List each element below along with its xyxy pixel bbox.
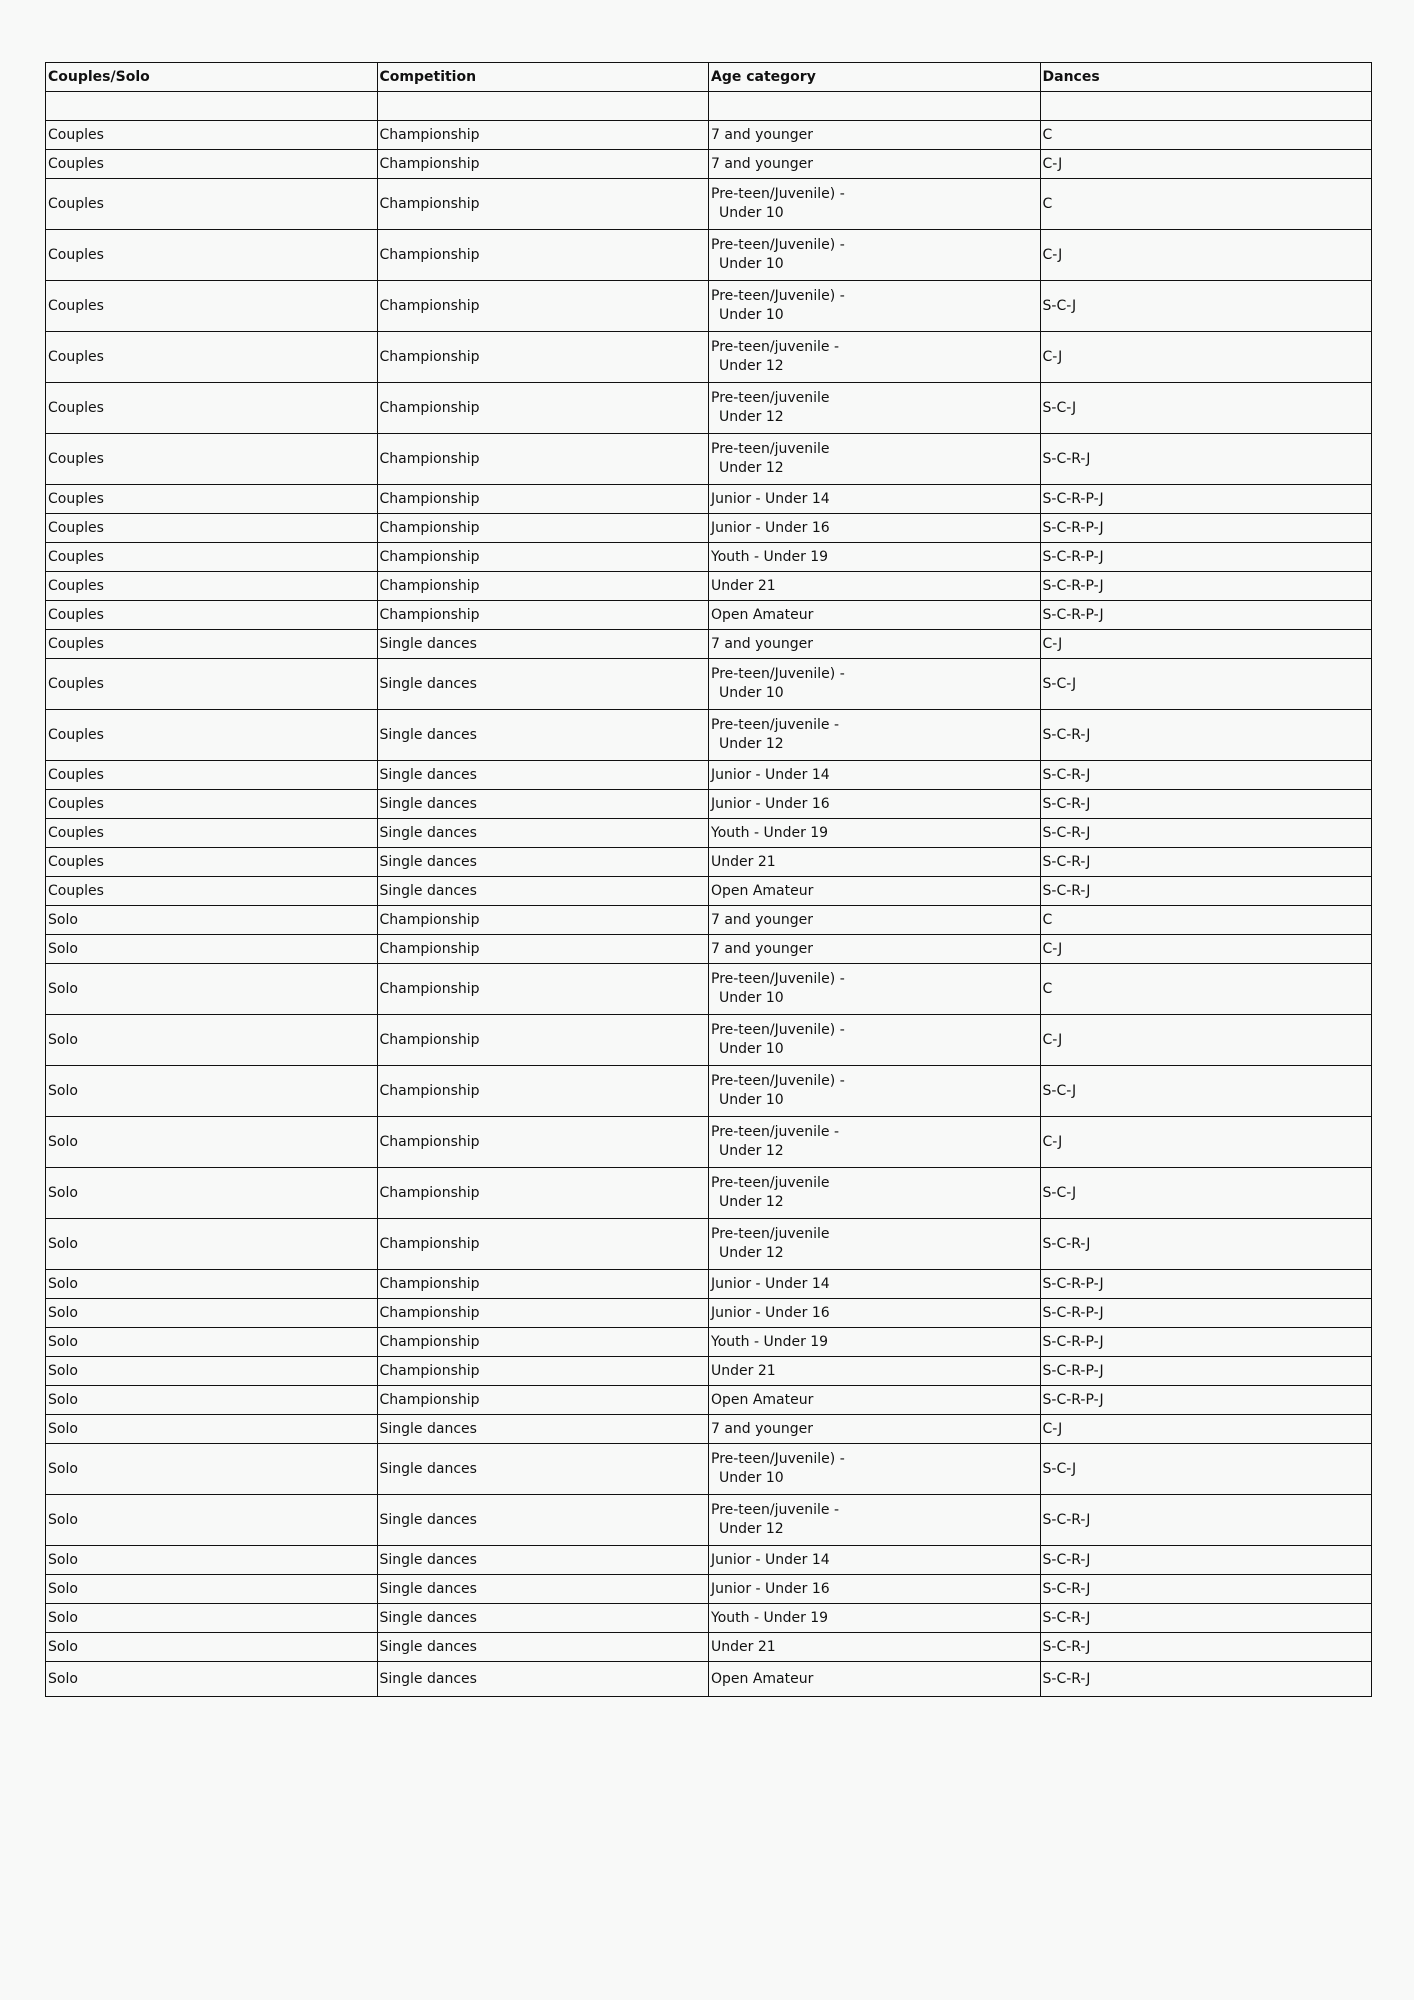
table-row	[46, 230, 1372, 281]
age-category-line: Pre-teen/juvenile -	[711, 1124, 840, 1140]
cell-dances: S-C-R-J	[1040, 1633, 1372, 1662]
cell-dances: C-J	[1040, 332, 1372, 383]
table-row	[46, 906, 1372, 935]
age-category-line: Pre-teen/Juvenile) -	[711, 237, 845, 253]
cell-couples-solo: Solo	[46, 1168, 378, 1219]
cell-dances: C-J	[1040, 230, 1372, 281]
table-row	[46, 514, 1372, 543]
cell-age-category	[709, 710, 1041, 761]
cell-dances: S-C-R-J	[1040, 761, 1372, 790]
cell-age-category	[709, 1662, 1041, 1697]
cell-dances: S-C-R-J	[1040, 434, 1372, 485]
age-category-line: Open Amateur	[711, 606, 814, 623]
cell-dances: S-C-R-J	[1040, 1495, 1372, 1546]
cell-age-category	[709, 848, 1041, 877]
cell-dances: C	[1040, 179, 1372, 230]
age-category-line: 7 and younger	[711, 635, 813, 652]
age-category-line: Under 21	[711, 1638, 776, 1655]
cell-competition: Championship	[377, 485, 709, 514]
age-category-line: Open Amateur	[711, 882, 814, 899]
cell-dances: S-C-R-P-J	[1040, 1299, 1372, 1328]
cell-dances: C-J	[1040, 630, 1372, 659]
cell-dances: S-C-R-P-J	[1040, 601, 1372, 630]
cell-couples-solo: Solo	[46, 1662, 378, 1697]
age-category-line: 7 and younger	[711, 1420, 813, 1437]
table-row	[46, 819, 1372, 848]
cell-age-category	[709, 1357, 1041, 1386]
cell-dances: S-C-R-P-J	[1040, 1386, 1372, 1415]
cell-competition: Championship	[377, 935, 709, 964]
cell-age-category	[709, 434, 1041, 485]
age-category-line: Junior - Under 14	[711, 766, 830, 783]
table-row	[46, 150, 1372, 179]
age-category-line: Junior - Under 16	[711, 1580, 830, 1597]
cell-competition: Championship	[377, 572, 709, 601]
age-category-line: 7 and younger	[711, 126, 813, 143]
cell-dances: C	[1040, 906, 1372, 935]
cell-competition: Championship	[377, 1168, 709, 1219]
age-category-subline: Under 10	[719, 990, 784, 1006]
cell-couples-solo: Solo	[46, 935, 378, 964]
age-category-subline: Under 12	[719, 1245, 784, 1261]
cell-age-category	[709, 514, 1041, 543]
table-row	[46, 179, 1372, 230]
table-row	[46, 601, 1372, 630]
age-category-line: Junior - Under 14	[711, 1551, 830, 1568]
age-category-line: Pre-teen/Juvenile) -	[711, 1073, 845, 1089]
age-category-subline: Under 10	[719, 256, 784, 272]
cell-dances: S-C-R-P-J	[1040, 572, 1372, 601]
cell-competition: Championship	[377, 150, 709, 179]
age-category-subline: Under 12	[719, 409, 784, 425]
cell-age-category	[709, 1015, 1041, 1066]
cell-age-category	[709, 332, 1041, 383]
table-row	[46, 121, 1372, 150]
cell-dances: C-J	[1040, 1015, 1372, 1066]
age-category-subline: Under 12	[719, 1194, 784, 1210]
cell-couples-solo: Couples	[46, 601, 378, 630]
age-category-line: Pre-teen/juvenile	[711, 441, 830, 457]
table-row	[46, 1117, 1372, 1168]
age-category-subline: Under 12	[719, 1521, 784, 1537]
table-row	[46, 1633, 1372, 1662]
age-category-subline: Under 12	[719, 736, 784, 752]
cell-couples-solo: Solo	[46, 1270, 378, 1299]
cell-dances: S-C-R-J	[1040, 790, 1372, 819]
table-row	[46, 1299, 1372, 1328]
cell-couples-solo: Couples	[46, 819, 378, 848]
age-category-subline: Under 10	[719, 1470, 784, 1486]
cell-couples-solo: Couples	[46, 514, 378, 543]
cell-competition: Championship	[377, 1270, 709, 1299]
age-category-subline: Under 10	[719, 1041, 784, 1057]
cell-dances: C	[1040, 121, 1372, 150]
cell-age-category	[709, 630, 1041, 659]
cell-couples-solo: Couples	[46, 710, 378, 761]
cell-competition: Single dances	[377, 790, 709, 819]
table-row	[46, 1066, 1372, 1117]
cell-competition: Championship	[377, 906, 709, 935]
cell-age-category	[709, 543, 1041, 572]
table-row	[46, 935, 1372, 964]
cell-dances: S-C-R-P-J	[1040, 1270, 1372, 1299]
cell-dances: S-C-R-J	[1040, 1546, 1372, 1575]
age-category-line: Junior - Under 14	[711, 1275, 830, 1292]
table-row	[46, 572, 1372, 601]
cell-couples-solo: Solo	[46, 1633, 378, 1662]
cell-competition: Championship	[377, 543, 709, 572]
cell-couples-solo: Solo	[46, 1575, 378, 1604]
age-category-line: Open Amateur	[711, 1391, 814, 1408]
age-category-line: Junior - Under 16	[711, 519, 830, 536]
header-dances: Dances	[1040, 63, 1372, 92]
age-category-line: 7 and younger	[711, 911, 813, 928]
cell-competition: Championship	[377, 1386, 709, 1415]
cell-couples-solo: Solo	[46, 1495, 378, 1546]
header-couples-solo: Couples/Solo	[46, 63, 378, 92]
cell-age-category	[709, 92, 1041, 121]
age-category-line: Pre-teen/juvenile	[711, 1226, 830, 1242]
header-competition: Competition	[377, 63, 709, 92]
cell-competition: Single dances	[377, 1575, 709, 1604]
cell-couples-solo: Couples	[46, 434, 378, 485]
table-row	[46, 1495, 1372, 1546]
age-category-line: Junior - Under 16	[711, 1304, 830, 1321]
cell-dances: S-C-J	[1040, 383, 1372, 434]
age-category-line: Pre-teen/juvenile -	[711, 1502, 840, 1518]
cell-competition: Championship	[377, 434, 709, 485]
cell-dances: S-C-R-J	[1040, 877, 1372, 906]
cell-couples-solo: Solo	[46, 1546, 378, 1575]
cell-dances	[1040, 92, 1372, 121]
cell-dances: S-C-R-P-J	[1040, 1357, 1372, 1386]
cell-competition: Championship	[377, 179, 709, 230]
table-row	[46, 1415, 1372, 1444]
cell-couples-solo: Solo	[46, 1015, 378, 1066]
table-row	[46, 1328, 1372, 1357]
cell-couples-solo: Solo	[46, 1386, 378, 1415]
cell-age-category	[709, 964, 1041, 1015]
age-category-line: Under 21	[711, 577, 776, 594]
cell-dances: S-C-R-P-J	[1040, 1328, 1372, 1357]
table-header	[46, 63, 1372, 92]
cell-age-category	[709, 150, 1041, 179]
table-row	[46, 485, 1372, 514]
age-category-line: Under 21	[711, 1362, 776, 1379]
table-row	[46, 1015, 1372, 1066]
table-row	[46, 710, 1372, 761]
cell-dances: S-C-R-J	[1040, 819, 1372, 848]
age-category-subline: Under 12	[719, 1143, 784, 1159]
cell-competition: Championship	[377, 601, 709, 630]
table-row	[46, 1444, 1372, 1495]
cell-competition: Championship	[377, 281, 709, 332]
cell-couples-solo: Couples	[46, 848, 378, 877]
cell-couples-solo: Couples	[46, 485, 378, 514]
cell-couples-solo: Solo	[46, 1117, 378, 1168]
cell-competition: Single dances	[377, 1495, 709, 1546]
cell-couples-solo: Couples	[46, 121, 378, 150]
table-row	[46, 1575, 1372, 1604]
cell-age-category	[709, 1604, 1041, 1633]
cell-dances: S-C-R-J	[1040, 1575, 1372, 1604]
age-category-line: Junior - Under 14	[711, 490, 830, 507]
age-category-line: Open Amateur	[711, 1670, 814, 1687]
cell-age-category	[709, 761, 1041, 790]
cell-age-category	[709, 1444, 1041, 1495]
cell-couples-solo: Couples	[46, 383, 378, 434]
cell-competition: Championship	[377, 1015, 709, 1066]
age-category-line: Pre-teen/juvenile	[711, 1175, 830, 1191]
cell-age-category	[709, 1066, 1041, 1117]
cell-couples-solo: Solo	[46, 1299, 378, 1328]
cell-competition: Championship	[377, 1066, 709, 1117]
cell-competition: Single dances	[377, 761, 709, 790]
cell-couples-solo: Couples	[46, 659, 378, 710]
cell-competition: Single dances	[377, 710, 709, 761]
cell-couples-solo: Solo	[46, 964, 378, 1015]
cell-competition: Championship	[377, 1357, 709, 1386]
cell-competition: Championship	[377, 1328, 709, 1357]
cell-dances: S-C-R-J	[1040, 848, 1372, 877]
cell-age-category	[709, 1168, 1041, 1219]
cell-competition: Single dances	[377, 1546, 709, 1575]
cell-dances: S-C-J	[1040, 659, 1372, 710]
cell-competition: Single dances	[377, 630, 709, 659]
table-row	[46, 332, 1372, 383]
age-category-line: Pre-teen/Juvenile) -	[711, 666, 845, 682]
cell-couples-solo: Couples	[46, 877, 378, 906]
age-category-subline: Under 12	[719, 358, 784, 374]
cell-age-category	[709, 659, 1041, 710]
cell-competition: Championship	[377, 332, 709, 383]
cell-dances: C-J	[1040, 935, 1372, 964]
age-category-line: Under 21	[711, 853, 776, 870]
cell-age-category	[709, 935, 1041, 964]
table-body	[46, 92, 1372, 1697]
cell-competition: Championship	[377, 383, 709, 434]
cell-dances: S-C-J	[1040, 1444, 1372, 1495]
cell-couples-solo: Solo	[46, 1444, 378, 1495]
age-category-line: Pre-teen/Juvenile) -	[711, 186, 845, 202]
age-category-line: Pre-teen/juvenile	[711, 390, 830, 406]
cell-age-category	[709, 1328, 1041, 1357]
cell-age-category	[709, 1386, 1041, 1415]
cell-competition: Championship	[377, 121, 709, 150]
cell-dances: S-C-R-J	[1040, 1219, 1372, 1270]
cell-couples-solo: Couples	[46, 572, 378, 601]
age-category-line: 7 and younger	[711, 155, 813, 172]
cell-couples-solo: Solo	[46, 1219, 378, 1270]
header-age-category: Age category	[709, 63, 1041, 92]
table-row	[46, 434, 1372, 485]
table-row	[46, 92, 1372, 121]
table-row	[46, 877, 1372, 906]
cell-dances: S-C-R-J	[1040, 1604, 1372, 1633]
age-category-line: Pre-teen/Juvenile) -	[711, 288, 845, 304]
cell-dances: C-J	[1040, 1415, 1372, 1444]
cell-competition: Championship	[377, 514, 709, 543]
cell-couples-solo: Couples	[46, 230, 378, 281]
cell-couples-solo: Couples	[46, 332, 378, 383]
age-category-line: Pre-teen/Juvenile) -	[711, 1451, 845, 1467]
cell-dances: S-C-J	[1040, 1168, 1372, 1219]
cell-dances: S-C-J	[1040, 1066, 1372, 1117]
cell-age-category	[709, 877, 1041, 906]
age-category-line: Youth - Under 19	[711, 824, 829, 841]
competition-table	[45, 62, 1372, 1697]
table-row	[46, 1168, 1372, 1219]
cell-couples-solo: Solo	[46, 1415, 378, 1444]
table-row	[46, 383, 1372, 434]
table-row	[46, 1546, 1372, 1575]
cell-competition: Single dances	[377, 1633, 709, 1662]
age-category-line: Pre-teen/Juvenile) -	[711, 971, 845, 987]
table-row	[46, 761, 1372, 790]
cell-dances: C	[1040, 964, 1372, 1015]
cell-age-category	[709, 1219, 1041, 1270]
age-category-line: Junior - Under 16	[711, 795, 830, 812]
table-row	[46, 543, 1372, 572]
cell-dances: C-J	[1040, 1117, 1372, 1168]
cell-competition: Championship	[377, 1219, 709, 1270]
cell-couples-solo: Couples	[46, 179, 378, 230]
cell-competition: Single dances	[377, 1444, 709, 1495]
cell-dances: C-J	[1040, 150, 1372, 179]
table-row	[46, 281, 1372, 332]
age-category-line: Youth - Under 19	[711, 1609, 829, 1626]
age-category-line: Pre-teen/Juvenile) -	[711, 1022, 845, 1038]
cell-competition: Single dances	[377, 877, 709, 906]
cell-dances: S-C-R-P-J	[1040, 543, 1372, 572]
age-category-line: Pre-teen/juvenile -	[711, 717, 840, 733]
cell-age-category	[709, 1270, 1041, 1299]
table-row	[46, 1662, 1372, 1697]
age-category-subline: Under 12	[719, 460, 784, 476]
cell-competition: Championship	[377, 964, 709, 1015]
cell-age-category	[709, 1495, 1041, 1546]
cell-couples-solo: Couples	[46, 761, 378, 790]
age-category-line: Pre-teen/juvenile -	[711, 339, 840, 355]
cell-couples-solo: Solo	[46, 906, 378, 935]
cell-competition: Championship	[377, 1299, 709, 1328]
age-category-subline: Under 10	[719, 205, 784, 221]
cell-age-category	[709, 1633, 1041, 1662]
cell-couples-solo: Couples	[46, 150, 378, 179]
cell-age-category	[709, 1299, 1041, 1328]
cell-age-category	[709, 572, 1041, 601]
cell-couples-solo	[46, 92, 378, 121]
cell-age-category	[709, 230, 1041, 281]
table-row	[46, 1219, 1372, 1270]
cell-dances: S-C-R-P-J	[1040, 514, 1372, 543]
table-row	[46, 630, 1372, 659]
cell-couples-solo: Solo	[46, 1328, 378, 1357]
cell-dances: S-C-R-P-J	[1040, 485, 1372, 514]
table-row	[46, 1357, 1372, 1386]
cell-age-category	[709, 819, 1041, 848]
age-category-line: 7 and younger	[711, 940, 813, 957]
cell-dances: S-C-R-J	[1040, 710, 1372, 761]
cell-age-category	[709, 383, 1041, 434]
cell-age-category	[709, 1117, 1041, 1168]
table-row	[46, 1270, 1372, 1299]
cell-dances: S-C-R-J	[1040, 1662, 1372, 1697]
cell-couples-solo: Couples	[46, 281, 378, 332]
table-row	[46, 790, 1372, 819]
cell-couples-solo: Solo	[46, 1066, 378, 1117]
cell-age-category	[709, 1546, 1041, 1575]
table-row	[46, 1604, 1372, 1633]
cell-age-category	[709, 601, 1041, 630]
cell-competition: Championship	[377, 1117, 709, 1168]
cell-couples-solo: Couples	[46, 790, 378, 819]
cell-competition: Single dances	[377, 1604, 709, 1633]
cell-age-category	[709, 906, 1041, 935]
cell-competition: Single dances	[377, 1662, 709, 1697]
cell-competition: Single dances	[377, 819, 709, 848]
age-category-subline: Under 10	[719, 307, 784, 323]
cell-age-category	[709, 1575, 1041, 1604]
age-category-line: Youth - Under 19	[711, 548, 829, 565]
cell-age-category	[709, 485, 1041, 514]
cell-couples-solo: Couples	[46, 630, 378, 659]
cell-competition: Single dances	[377, 848, 709, 877]
cell-age-category	[709, 790, 1041, 819]
table-row	[46, 1386, 1372, 1415]
cell-age-category	[709, 179, 1041, 230]
cell-age-category	[709, 281, 1041, 332]
age-category-line: Youth - Under 19	[711, 1333, 829, 1350]
cell-age-category	[709, 1415, 1041, 1444]
cell-competition: Championship	[377, 230, 709, 281]
cell-dances: S-C-J	[1040, 281, 1372, 332]
cell-competition	[377, 92, 709, 121]
cell-age-category	[709, 121, 1041, 150]
age-category-subline: Under 10	[719, 1092, 784, 1108]
cell-couples-solo: Solo	[46, 1604, 378, 1633]
cell-competition: Single dances	[377, 1415, 709, 1444]
table-row	[46, 964, 1372, 1015]
cell-competition: Single dances	[377, 659, 709, 710]
age-category-subline: Under 10	[719, 685, 784, 701]
header-row	[46, 63, 1372, 92]
table-row	[46, 659, 1372, 710]
cell-couples-solo: Couples	[46, 543, 378, 572]
table-row	[46, 848, 1372, 877]
cell-couples-solo: Solo	[46, 1357, 378, 1386]
